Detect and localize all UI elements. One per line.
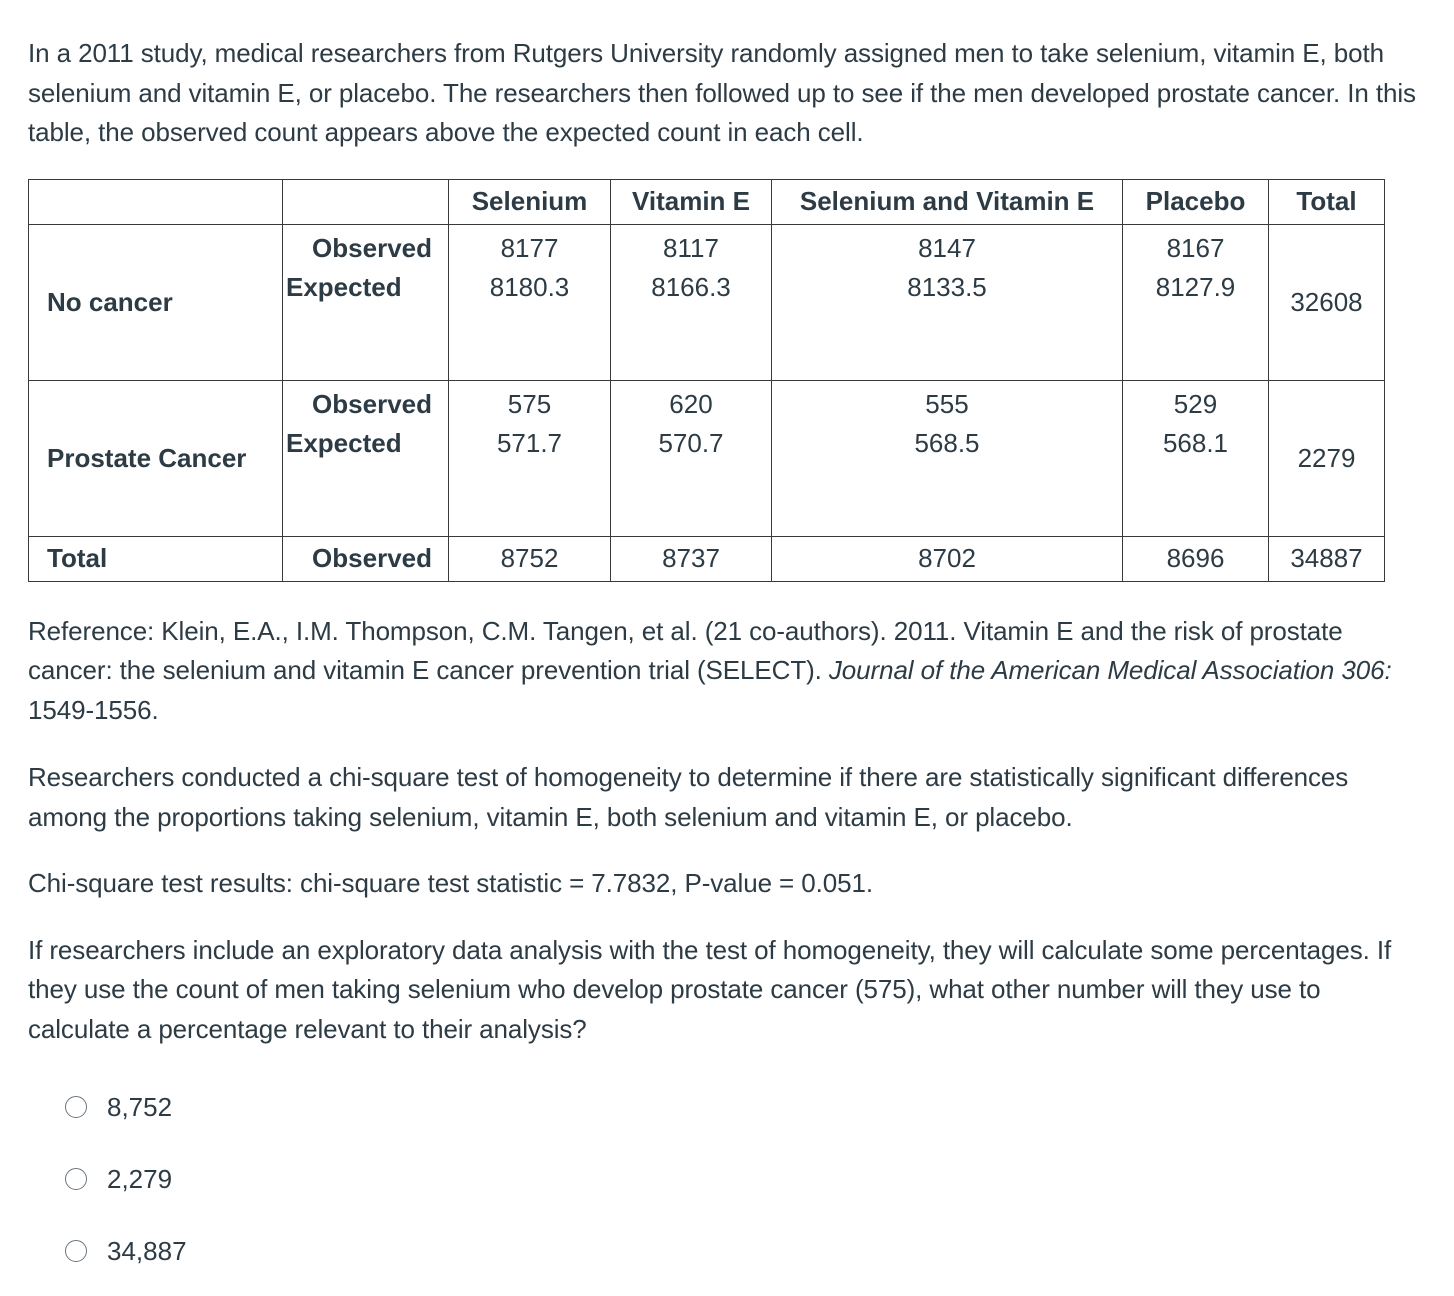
observed-value: 555 [925, 388, 969, 419]
cell-no-cancer-vitamin-e [611, 224, 772, 380]
radio-button[interactable] [65, 1096, 87, 1118]
cell-cancer-vitamin-e [611, 380, 772, 536]
row-sublabels [283, 224, 449, 380]
observed-value: 8117 [663, 232, 719, 263]
cell-total-placebo: 8696 [1123, 536, 1269, 581]
header-selenium: Selenium [449, 179, 611, 224]
observed-value: 620 [669, 388, 713, 419]
reference-journal: Journal of the American Medical Association 306: [828, 655, 1392, 685]
cell-total-both: 8702 [772, 536, 1123, 581]
observed-value: 8147 [918, 232, 976, 263]
answer-option[interactable] [65, 1071, 1428, 1143]
header-total: Total [1269, 179, 1385, 224]
observed-value: 575 [507, 388, 552, 419]
cell-no-cancer-placebo [1123, 224, 1269, 380]
observed-value: 8167 [1166, 232, 1225, 263]
table-row-total [29, 536, 1385, 581]
cell-no-cancer-both [772, 224, 1123, 380]
header-selenium-and-vitamin-e: Selenium and Vitamin E [772, 179, 1123, 224]
table-row-no-cancer [29, 224, 1385, 380]
observed-value: 8177 [500, 232, 559, 263]
expected-label: Expected [286, 427, 402, 458]
answer-option[interactable] [65, 1215, 1428, 1287]
row-label-prostate-cancer: Prostate Cancer [29, 380, 283, 536]
expected-label: Expected [286, 271, 402, 302]
intro-paragraph: In a 2011 study, medical researchers from Rutgers University randomly assigned men to take selenium, vitamin E, both selenium and vitamin E, or placebo. The researchers then followed up to see if the men developed prostate cancer. In this table, the observed count appears above the expected count in each cell. [28, 38, 1416, 147]
question-text: If researchers include an exploratory data analysis with the test of homogeneity, they will calculate some percentages. If they use the count of men taking selenium who develop prostate cancer (575), what other number will they use to calculate a percentage relevant to their analysis? [28, 934, 1392, 1044]
row-sublabels [283, 380, 449, 536]
cell-grand-total: 34887 [1269, 536, 1385, 581]
expected-value: 8180.3 [489, 271, 570, 302]
cell-cancer-total: 2279 [1269, 380, 1385, 536]
cell-cancer-placebo [1123, 380, 1269, 536]
expected-value: 568.5 [914, 427, 980, 458]
cell-cancer-selenium [449, 380, 611, 536]
expected-value: 8133.5 [907, 271, 987, 302]
cell-total-selenium: 8752 [449, 536, 611, 581]
cell-total-vitamin-e: 8737 [611, 536, 772, 581]
total-sublabel: Observed [283, 536, 449, 581]
table-row-prostate-cancer [29, 380, 1385, 536]
cell-no-cancer-total: 32608 [1269, 224, 1385, 380]
answer-option-label: 8,752 [107, 1091, 173, 1122]
header-blank-2 [283, 179, 449, 224]
answer-options [65, 1071, 1428, 1287]
expected-value: 8127.9 [1155, 271, 1236, 302]
question-content [28, 34, 1428, 1287]
row-label-total: Total [29, 536, 283, 581]
contingency-table [28, 179, 1385, 582]
header-placebo: Placebo [1123, 179, 1269, 224]
observed-label: Observed [312, 232, 432, 263]
observed-label: Observed [312, 388, 432, 419]
answer-option-label: 34,887 [107, 1235, 187, 1266]
answer-option-label: 2,279 [107, 1163, 173, 1194]
row-label-no-cancer: No cancer [29, 224, 283, 380]
header-blank-1 [29, 179, 283, 224]
observed-value: 529 [1173, 388, 1218, 419]
expected-value: 8166.3 [651, 271, 731, 302]
expected-value: 570.7 [658, 427, 724, 458]
radio-button[interactable] [65, 1240, 87, 1262]
cell-cancer-both [772, 380, 1123, 536]
test-description: Researchers conducted a chi-square test of homogeneity to determine if there are statistically significant differences among the proportions taking selenium, vitamin E, both selenium and vitamin E, or placebo. [28, 762, 1349, 832]
expected-value: 568.1 [1162, 427, 1229, 458]
cell-no-cancer-selenium [449, 224, 611, 380]
expected-value: 571.7 [496, 427, 563, 458]
reference-paragraph [28, 612, 1428, 731]
reference-text: Reference: Klein, E.A., I.M. Thompson, C.M. Tangen, et al. (21 co-authors). 2011. Vitamin E and the risk of prostate cancer: the selenium and vitamin E cancer prevention trial (SELECT). [28, 615, 1343, 685]
header-vitamin-e: Vitamin E [611, 179, 772, 224]
table-header-row [29, 179, 1385, 224]
radio-button[interactable] [65, 1168, 87, 1190]
test-results: Chi-square test results: chi-square test statistic = 7.7832, P-value = 0.051. [28, 868, 873, 898]
reference-pages: 1549-1556. [28, 694, 159, 725]
answer-option[interactable] [65, 1143, 1428, 1215]
